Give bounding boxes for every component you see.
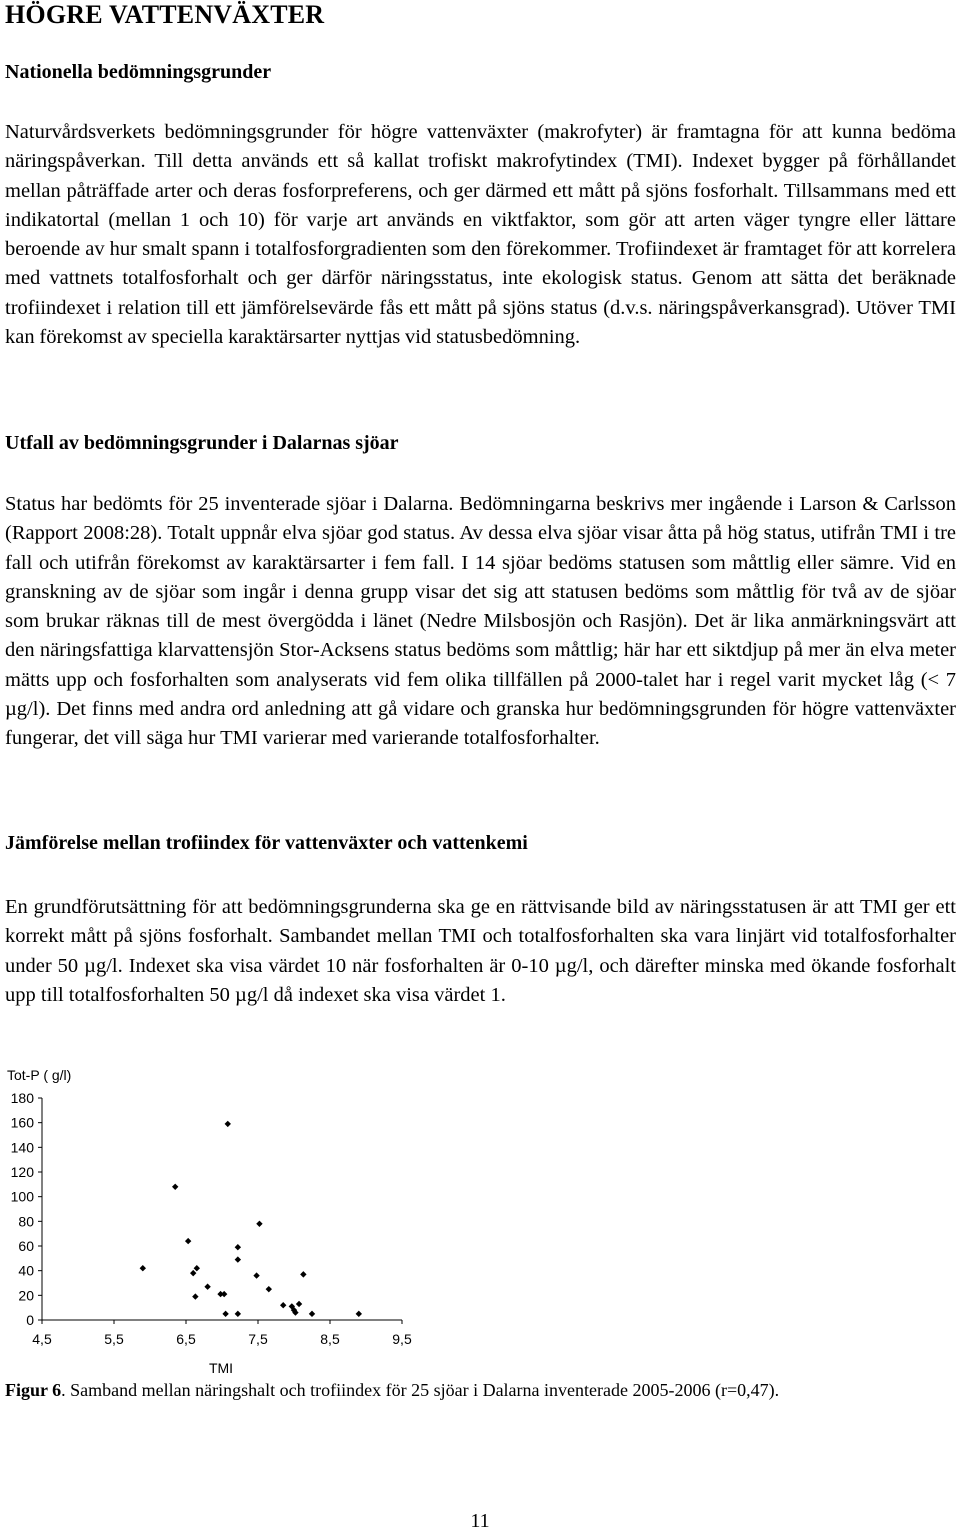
chart-y-tick-label: 180 — [10, 1090, 34, 1106]
chart-x-tick-label: 6,5 — [176, 1331, 196, 1347]
section-paragraph-jamforelse: En grundförutsättning för att bedömningsgrunderna ska ge en rättvisande bild av näringsstatusen är att TMI ger ett korrekt mått på sjöns fosforhalt. Sambandet mellan TMI och totalfosforhalten ska vara linjärt vid totalfosforhalter under 50 µg/l. Indexet ska visa värdet 10 när fosforhalten är 0-10 µg/l, och därefter minska med ökande fosforhalt upp till totalfosforhalten 50 µg/l då indexet ska visa värdet 1. — [5, 896, 956, 1006]
section-heading-jamforelse: Jämförelse mellan trofiindex för vattenväxter och vattenkemi — [5, 832, 528, 854]
section-paragraph-nationella: Naturvårdsverkets bedömningsgrunder för högre vattenväxter (makrofyter) är framtagna för att kunna bedöma näringspåverkan. Till detta används ett så kallat trofiskt makrofytindex (TMI). Indexet bygger på förhållandet mellan påträffade arter och deras fosforpreferens, och ger därmed ett mått på sjöns fosforhalt. Tillsammans med ett indikatortal (mellan 1 och 10) för varje art används en viktfaktor, som gör att arten väger tyngre eller lättare beroende av hur smalt spann i totalfosforgradienten som den förekommer. Trofiindexet är framtaget för att korrelera med vattnets totalfosforhalt och ger därför näringsstatus, inte ekologisk status. Genom att sätta det beräknade trofiindexet i relation till ett jämförelsevärde fås ett mått på sjöns status (d.v.s. näringspåverkansgrad). Utöver TMI kan förekomst av speciella karaktärsarter nyttjas vid statusbedömning. — [5, 121, 956, 349]
chart-data-point — [222, 1311, 228, 1317]
page-number: 11 — [470, 1510, 490, 1532]
chart-data-point — [225, 1121, 231, 1127]
chart-data-point — [235, 1256, 241, 1262]
scatter-chart — [0, 1055, 440, 1385]
chart-data-point — [253, 1272, 259, 1278]
section-heading-utfall: Utfall av bedömningsgrunder i Dalarnas sjöar — [5, 432, 399, 454]
section-paragraph-utfall: Status har bedömts för 25 inventerade sjöar i Dalarna. Bedömningarna beskrivs mer ingående i Larson & Carlsson (Rapport 2008:28). Totalt uppnår elva sjöar god status. Av dessa elva sjöar visar åtta på hög status, utifrån TMI i tre fall och utifrån förekomst av karaktärsarter i fem fall. I 14 sjöar bedöms statusen som måttlig eller sämre. Vid en granskning av de sjöar som ingår i denna grupp visar det sig att statusen bedöms som måttlig för två av de sjöar som brukar räknas till de mest övergödda i länet (Nedre Milsbosjön och Rasjön). Det är lika anmärkningsvärt att den näringsfattiga klarvattensjön Stor-Acksens status bedöms som måttlig; här har ett siktdjup på mer än elva meter mätts upp och fosforhalten som analyserats vid fem olika tillfällen på 2000-talet har i regel varit mycket låg (< 7 µg/l). Det finns med andra ord anledning att gå vidare och granska hur bedömningsgrunden för högre vattenväxter fungerar, det vill säga hur TMI varierar med varierande totalfosforhalter. — [5, 493, 956, 750]
chart-data-point — [235, 1311, 241, 1317]
figure-caption-text: . Samband mellan näringshalt och trofiindex för 25 sjöar i Dalarna inventerade 2005-2006 (r=0,47). — [61, 1380, 780, 1400]
chart-x-tick-label: 7,5 — [248, 1331, 268, 1347]
chart-data-point — [204, 1284, 210, 1290]
chart-x-tick-label: 8,5 — [320, 1331, 340, 1347]
chart-data-point — [192, 1293, 198, 1299]
chart-data-point — [309, 1311, 315, 1317]
chart-y-tick-label: 60 — [18, 1238, 34, 1254]
chart-data-point — [235, 1244, 241, 1250]
chart-y-tick-label: 140 — [10, 1139, 34, 1156]
figure-caption — [5, 1380, 779, 1401]
chart-data-point — [300, 1271, 306, 1277]
chart-data-point — [185, 1238, 191, 1244]
section-heading-nationella: Nationella bedömningsgrunder — [5, 61, 272, 83]
chart-y-tick-label: 160 — [10, 1114, 34, 1131]
chart-data-point — [296, 1301, 302, 1307]
chart-y-tick-label: 20 — [18, 1287, 34, 1304]
chart-y-tick-label: 120 — [10, 1164, 34, 1180]
chart-x-tick-label: 5,5 — [104, 1331, 124, 1347]
chart-y-tick-label: 80 — [18, 1213, 34, 1230]
chart-y-tick-label: 100 — [10, 1188, 34, 1205]
chart-data-point — [190, 1270, 196, 1276]
chart-data-point — [194, 1265, 200, 1271]
page-title: HÖGRE VATTENVÄXTER — [5, 0, 325, 29]
chart-x-axis-label: TMI — [208, 1360, 234, 1376]
chart-x-tick-label: 9,5 — [392, 1331, 412, 1347]
chart-data-point — [280, 1302, 286, 1308]
chart-x-tick-label: 4,5 — [32, 1331, 52, 1347]
chart-y-tick-label: 0 — [26, 1312, 34, 1328]
chart-y-axis-label: Tot-P ( g/l) — [7, 1067, 72, 1083]
chart-data-point — [256, 1221, 262, 1227]
chart-data-point — [172, 1184, 178, 1190]
chart-data-point — [221, 1291, 227, 1297]
chart-y-tick-label: 40 — [18, 1262, 34, 1279]
chart-data-point — [266, 1286, 272, 1292]
figure-caption-label: Figur 6 — [5, 1380, 62, 1400]
chart-data-point — [356, 1311, 362, 1317]
chart-data-point — [140, 1265, 146, 1271]
